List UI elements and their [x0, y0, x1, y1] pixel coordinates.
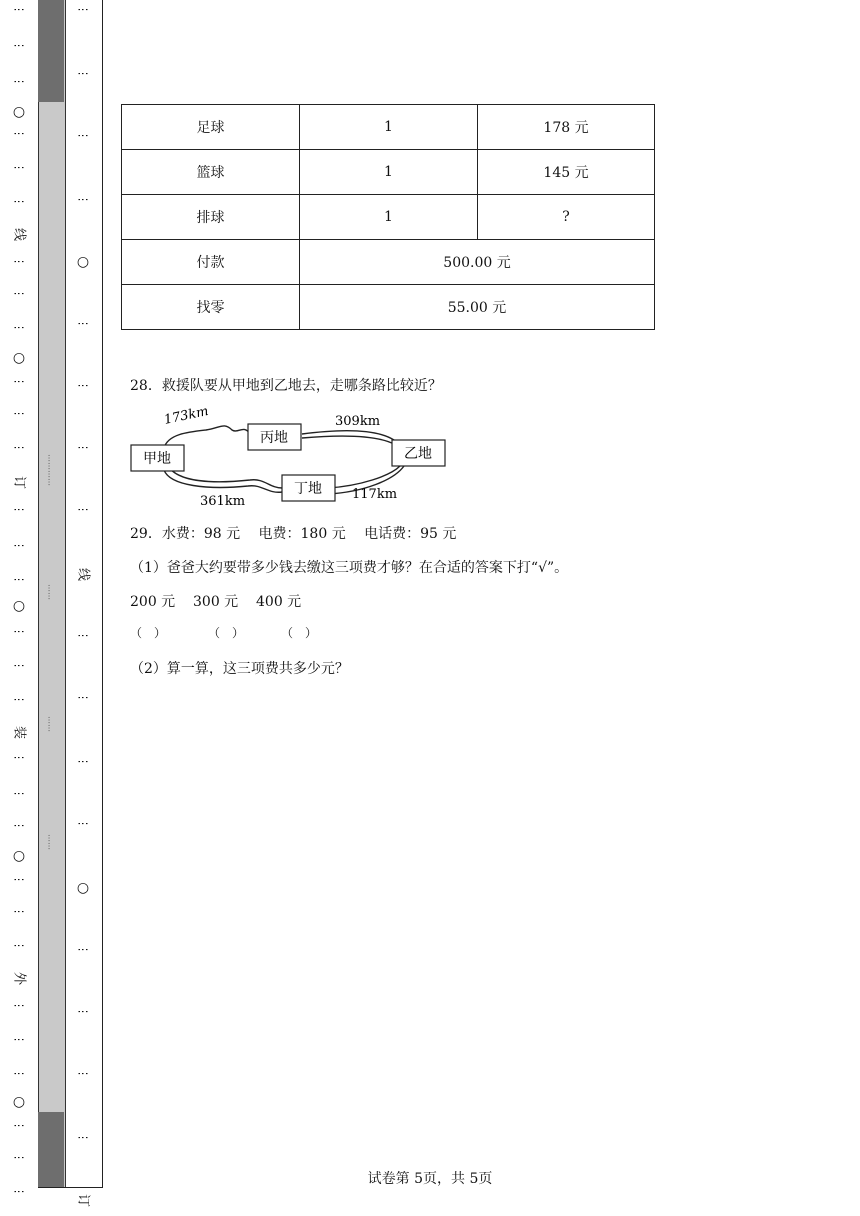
binding-label: 线 — [11, 227, 27, 242]
route-jia-ding-inner — [168, 466, 282, 488]
binding-dots: ⋮ — [12, 4, 26, 16]
table-cell-price: 178 元 — [478, 105, 655, 150]
binding-dots: ⋮ — [12, 940, 26, 952]
route-bing-yi-bottom — [302, 436, 394, 444]
payment-label: 付款 — [122, 240, 300, 285]
binding-dots: ⋮ — [12, 540, 26, 552]
table-cell-qty: 1 — [300, 150, 478, 195]
answer-option-3: 400 元 — [256, 594, 302, 610]
answer-option-1: 200 元 — [130, 594, 176, 610]
question-29-sub1: （1）爸爸大约要带多少钱去缴这三项费才够？在合适的答案下打“√”。 — [130, 560, 569, 576]
binding-dots: ⋮ — [12, 376, 26, 388]
route-ding-yi-top — [328, 466, 400, 488]
route-diagram — [128, 404, 452, 510]
binding-dots: ⋮ — [76, 194, 90, 206]
binding-dots: ⋮ — [12, 76, 26, 88]
table-cell-item: 篮球 — [122, 150, 300, 195]
binding-dots: ⋮ — [76, 756, 90, 768]
table-row — [122, 105, 655, 150]
binding-dots: ⋮ — [76, 318, 90, 330]
binding-circle: ○ — [12, 848, 26, 864]
binding-circle: ○ — [12, 350, 26, 366]
binding-dots: ⋮ — [12, 788, 26, 800]
binding-circle: ○ — [12, 1094, 26, 1110]
answer-bracket-1[interactable]: （ ） — [130, 626, 167, 640]
question-28-text: 28．救援队要从甲地到乙地去，走哪条路比较近？ — [130, 378, 442, 394]
answer-bracket-2[interactable]: （ ） — [208, 626, 245, 640]
distance-jia-bing: 173km — [162, 404, 210, 428]
answer-option-2: 300 元 — [193, 594, 239, 610]
question-29-text: 29．水费：98 元 电费：180 元 电话费：95 元 — [130, 526, 457, 542]
binding-dots: ⋮ — [12, 1034, 26, 1046]
binding-dots: ⋮ — [12, 906, 26, 918]
question-29-sub2: （2）算一算，这三项费共多少元？ — [130, 661, 349, 677]
binding-label: 订 — [11, 475, 27, 490]
binding-dots: ⋮ — [76, 944, 90, 956]
binding-dots: ⋮ — [12, 442, 26, 454]
distance-ding-yi: 117km — [352, 487, 398, 502]
binding-dots: ⋮ — [76, 504, 90, 516]
binding-dots: ⋮ — [76, 1006, 90, 1018]
binding-dots: ⋮ — [12, 40, 26, 52]
binding-label: 外 — [11, 971, 27, 986]
binding-dots: ⋮ — [12, 1000, 26, 1012]
route-bing-yi-top — [302, 431, 394, 440]
binding-dots: ⋮ — [12, 128, 26, 140]
binding-dots: ⋮ — [12, 288, 26, 300]
binding-dots: ⋮ — [12, 322, 26, 334]
payment-value: 500.00 元 — [300, 240, 655, 285]
binding-dots: ⋮ — [76, 4, 90, 16]
binding-label: 线 — [75, 567, 91, 582]
distance-bing-yi: 309km — [335, 414, 381, 429]
binding-dots: ⋮ — [76, 630, 90, 642]
binding-tiny-dots: …… — [46, 584, 56, 600]
binding-tiny-dots: …… — [46, 834, 56, 850]
binding-dots: ⋮ — [76, 1132, 90, 1144]
table-row — [122, 150, 655, 195]
binding-dots: ⋮ — [12, 256, 26, 268]
binding-dots: ⋮ — [12, 660, 26, 672]
place-label-bing: 丙地 — [260, 430, 288, 446]
place-label-jia: 甲地 — [143, 451, 171, 467]
binding-dots: ⋮ — [76, 692, 90, 704]
price-table — [121, 104, 655, 330]
binding-dots: ⋮ — [12, 694, 26, 706]
table-cell-item: 足球 — [122, 105, 300, 150]
table-row — [122, 195, 655, 240]
table-cell-qty: 1 — [300, 105, 478, 150]
binding-circle: ○ — [12, 104, 26, 120]
table-row — [122, 240, 655, 285]
binding-dots: ⋮ — [76, 130, 90, 142]
table-row — [122, 285, 655, 330]
binding-tiny-dots: …… — [46, 716, 56, 732]
binding-line — [102, 0, 103, 1188]
binding-dots: ⋮ — [12, 1120, 26, 1132]
place-label-ding: 丁地 — [294, 481, 322, 497]
binding-dots: ⋮ — [12, 626, 26, 638]
distance-jia-ding: 361km — [200, 494, 246, 509]
page-footer: 试卷第 5页，共 5页 — [367, 1171, 493, 1187]
place-label-yi: 乙地 — [404, 446, 432, 462]
table-cell-price: ? — [478, 195, 655, 240]
table-cell-qty: 1 — [300, 195, 478, 240]
binding-circle: ○ — [76, 880, 90, 896]
binding-dots: ⋮ — [76, 442, 90, 454]
binding-circle: ○ — [76, 254, 90, 270]
binding-label: 装 — [11, 725, 27, 740]
binding-dots: ⋮ — [12, 1186, 26, 1198]
binding-dots: ⋮ — [76, 68, 90, 80]
answer-bracket-3[interactable]: （ ） — [281, 626, 318, 640]
binding-tiny-dots: ………… — [46, 454, 56, 486]
binding-label: 订 — [75, 1193, 91, 1208]
binding-margin-outer — [0, 0, 38, 1216]
change-value: 55.00 元 — [300, 285, 655, 330]
binding-dots: ⋮ — [12, 1068, 26, 1080]
change-label: 找零 — [122, 285, 300, 330]
binding-dark-block-top — [38, 0, 64, 102]
binding-dots: ⋮ — [76, 380, 90, 392]
binding-dots: ⋮ — [12, 408, 26, 420]
binding-dots: ⋮ — [12, 196, 26, 208]
binding-dots: ⋮ — [12, 504, 26, 516]
table-cell-price: 145 元 — [478, 150, 655, 195]
binding-margin-inner — [64, 0, 102, 1208]
binding-dots: ⋮ — [12, 874, 26, 886]
binding-dots: ⋮ — [12, 574, 26, 586]
binding-dots: ⋮ — [76, 818, 90, 830]
binding-circle: ○ — [12, 598, 26, 614]
binding-dots: ⋮ — [76, 1068, 90, 1080]
binding-dots: ⋮ — [12, 162, 26, 174]
table-cell-item: 排球 — [122, 195, 300, 240]
binding-dots: ⋮ — [12, 752, 26, 764]
binding-dots: ⋮ — [12, 820, 26, 832]
binding-dots: ⋮ — [12, 1152, 26, 1164]
